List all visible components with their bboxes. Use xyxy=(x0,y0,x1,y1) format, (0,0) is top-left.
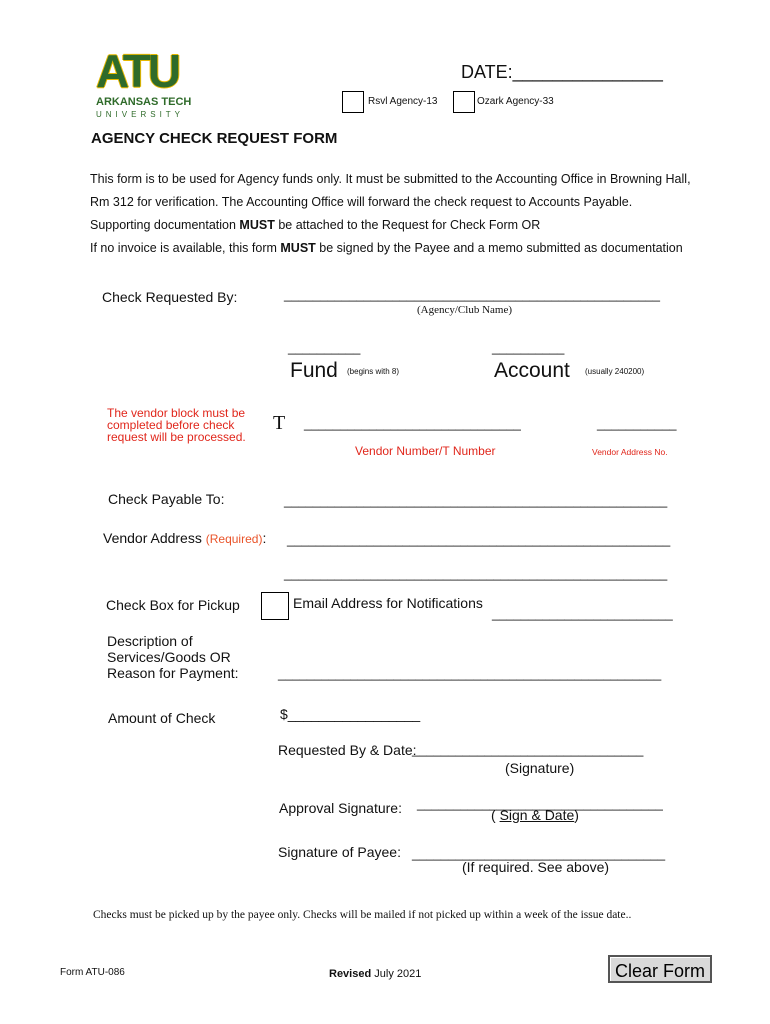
rsvl-agency-checkbox[interactable] xyxy=(342,91,364,113)
approval-caption xyxy=(491,807,579,823)
payee-signature-label: Signature of Payee: xyxy=(278,844,401,860)
vendor-address-field-1[interactable]: _____________________________________________________ xyxy=(287,532,671,547)
email-field[interactable]: _________________________ xyxy=(492,606,673,621)
payee-caption: (If required. See above) xyxy=(462,859,610,875)
email-label: Email Address for Notifications xyxy=(293,595,483,611)
logo-line2: UNIVERSITY xyxy=(96,110,185,119)
ozark-agency-checkbox[interactable] xyxy=(453,91,475,113)
vendor-address-colon: : xyxy=(262,530,267,546)
check-payable-to-field[interactable]: _____________________________________________________ xyxy=(284,493,668,508)
atu-logo xyxy=(96,45,192,119)
account-field[interactable]: __________ xyxy=(492,340,565,355)
description-field[interactable]: _____________________________________________________ xyxy=(278,666,662,681)
logo-wordmark: ATU xyxy=(96,45,179,97)
vendor-address-required: (Required) xyxy=(205,532,263,546)
check-box-pickup-label: Check Box for Pickup xyxy=(106,597,240,613)
check-payable-to-label: Check Payable To: xyxy=(108,491,225,507)
vendor-warning-line-1: The vendor block must be xyxy=(107,406,246,420)
intro-line-1: This form is to be used for Agency funds only. It must be submitted to the Accounting Office in Browning Hall, xyxy=(90,172,691,186)
revised-label: Revised xyxy=(329,968,372,980)
vendor-t-prefix: T xyxy=(273,412,286,434)
fund-label: Fund xyxy=(290,359,338,382)
vendor-address-no-field[interactable]: ___________ xyxy=(597,416,677,431)
intro-line-4-post: be signed by the Payee and a memo submitted as documentation xyxy=(315,241,683,255)
agency-club-caption: (Agency/Club Name) xyxy=(417,304,512,316)
requested-by-date-field[interactable]: ________________________________ xyxy=(412,742,644,757)
amount-label: Amount of Check xyxy=(108,710,216,726)
approval-caption-pre: ( xyxy=(491,807,500,823)
intro-line-3-post: be attached to the Request for Check Form OR xyxy=(274,218,541,232)
description-label-line-3: Reason for Payment: xyxy=(107,665,239,681)
account-label: Account xyxy=(494,359,570,382)
ozark-agency-label: Ozark Agency-33 xyxy=(477,96,554,107)
approval-signature-label: Approval Signature: xyxy=(279,800,402,816)
description-label-line-1: Description of xyxy=(107,633,193,649)
pickup-checkbox[interactable] xyxy=(261,592,289,620)
intro-line-3-must: MUST xyxy=(239,218,275,232)
form-title: AGENCY CHECK REQUEST FORM xyxy=(91,130,338,147)
account-note: (usually 240200) xyxy=(585,367,645,376)
fund-field[interactable]: __________ xyxy=(288,340,361,355)
intro-line-4 xyxy=(90,241,683,255)
rsvl-agency-label: Rsvl Agency-13 xyxy=(368,96,438,107)
check-requested-by-label: Check Requested By: xyxy=(102,289,238,305)
revised-date-text: July 2021 xyxy=(371,968,422,980)
vendor-address-field-2[interactable]: _____________________________________________________ xyxy=(284,566,668,581)
vendor-warning xyxy=(107,407,246,443)
vendor-address-label-text: Vendor Address xyxy=(103,530,206,546)
vendor-warning-line-3: request will be processed. xyxy=(107,430,246,444)
description-label-line-2: Services/Goods OR xyxy=(107,649,231,665)
approval-caption-post: ) xyxy=(574,807,579,823)
vendor-address-no-caption: Vendor Address No. xyxy=(592,447,668,457)
intro-line-3-pre: Supporting documentation xyxy=(90,218,240,232)
intro-line-2: Rm 312 for verification. The Accounting Office will forward the check request to Accounts Payable. xyxy=(90,195,633,209)
logo-line1: ARKANSAS TECH xyxy=(96,96,192,108)
revised-date xyxy=(329,968,421,980)
vendor-address-label xyxy=(103,530,266,546)
intro-line-4-must: MUST xyxy=(280,241,316,255)
vendor-number-field[interactable]: ______________________________ xyxy=(304,416,521,431)
fund-note: (begins with 8) xyxy=(347,367,400,376)
date-field-label[interactable]: DATE:_______________ xyxy=(461,62,663,82)
payee-signature-field[interactable]: ___________________________________ xyxy=(412,846,666,861)
check-requested-by-field[interactable]: ____________________________________________________ xyxy=(284,287,660,302)
description-label xyxy=(107,633,239,681)
form-number: Form ATU-086 xyxy=(60,967,125,978)
clear-form-button[interactable]: Clear Form xyxy=(608,955,712,983)
intro-line-3 xyxy=(90,218,540,232)
approval-signature-field[interactable]: __________________________________ xyxy=(417,796,663,811)
vendor-warning-line-2: completed before check xyxy=(107,418,235,432)
approval-caption-sign-date: Sign & Date xyxy=(499,807,575,823)
intro-line-4-pre: If no invoice is available, this form xyxy=(90,241,281,255)
requested-by-date-label: Requested By & Date: xyxy=(278,742,417,758)
footer-note: Checks must be picked up by the payee only. Checks will be mailed if not picked up within a week of the issue date.. xyxy=(93,909,632,921)
signature-caption: (Signature) xyxy=(505,760,575,776)
amount-field[interactable]: $_________________ xyxy=(280,706,421,722)
vendor-number-caption: Vendor Number/T Number xyxy=(355,444,496,458)
